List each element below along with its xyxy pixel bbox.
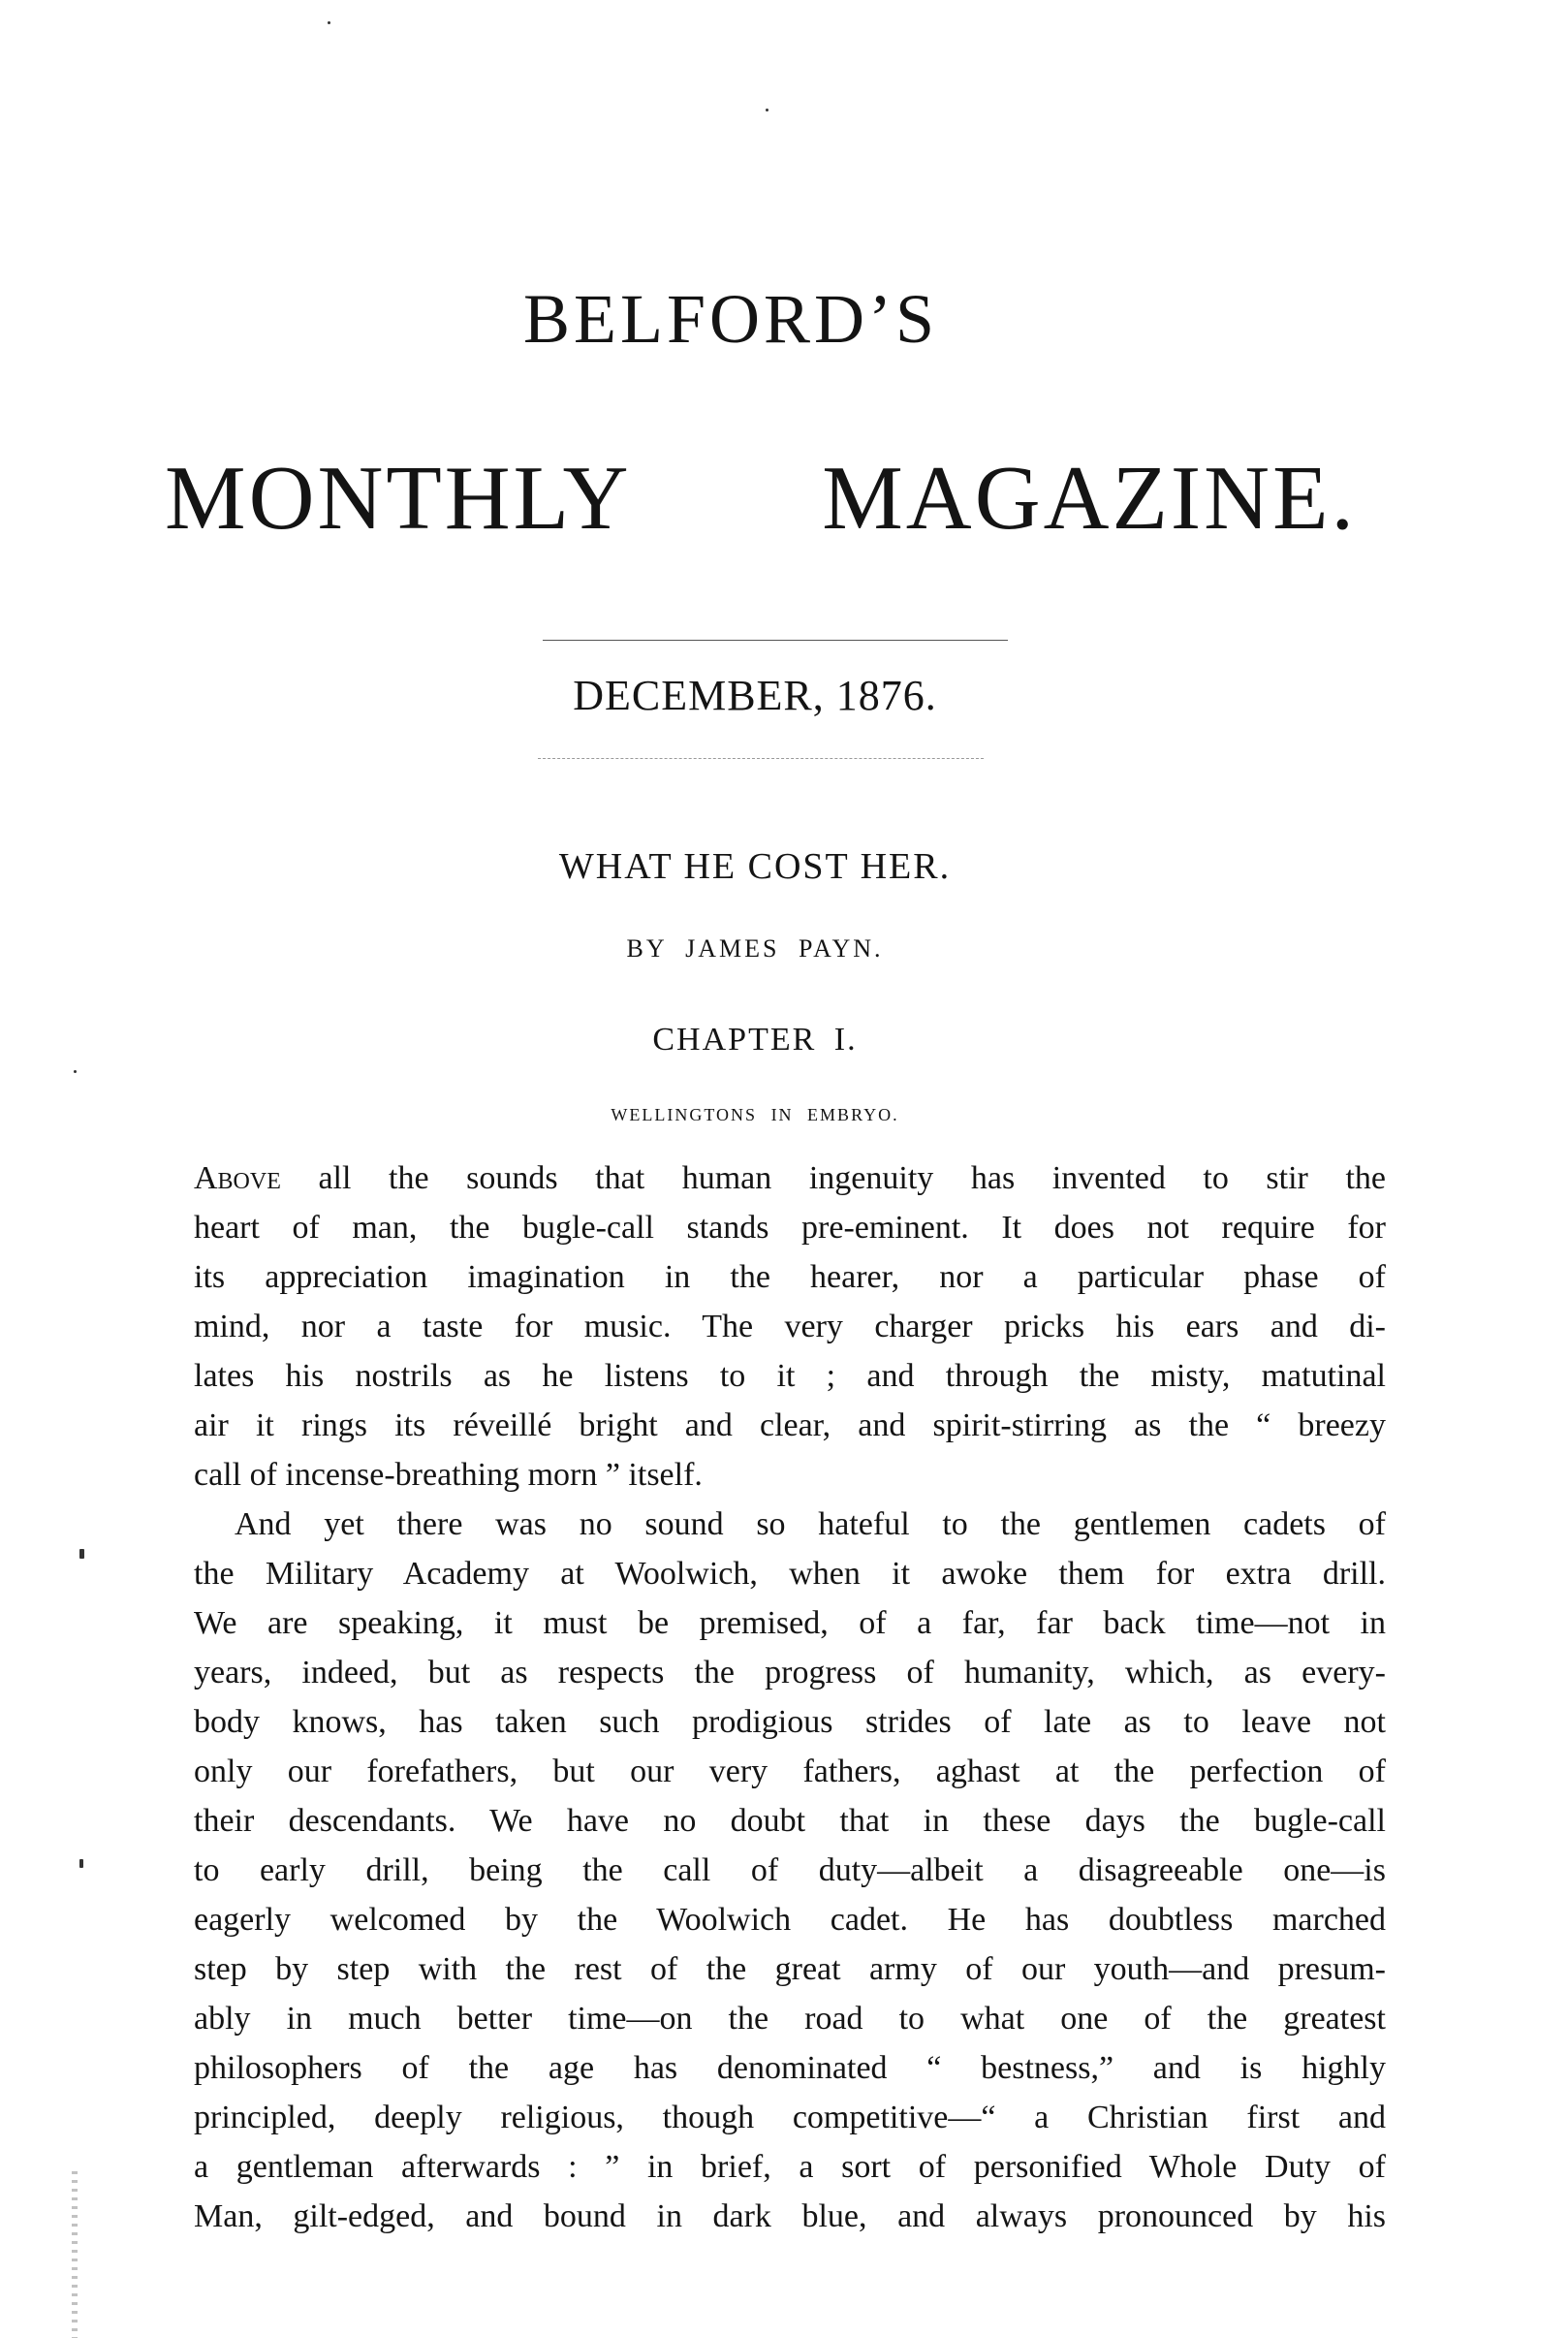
text-line: only our forefathers, but our very fathers, aghast at the perfection of: [194, 1754, 1386, 1789]
print-speck: [79, 1859, 83, 1868]
print-speck: [74, 1070, 77, 1073]
rule-above-date: [543, 640, 1008, 641]
text-line: step by step with the rest of the great army of our youth—and presum-: [194, 1951, 1386, 1987]
text-line: mind, nor a taste for music. The very charger pricks his ears and di-: [194, 1309, 1386, 1344]
text-line: a gentleman afterwards : ” in brief, a sort of personified Whole Duty of: [194, 2149, 1386, 2185]
masthead-subtitle: MONTHLY MAGAZINE.: [165, 448, 1357, 549]
page-edge-shadow: [72, 2171, 78, 2338]
text-line: We are speaking, it must be premised, of a far, far back time—not in: [194, 1605, 1386, 1641]
rule-below-date: [538, 758, 984, 759]
text-line: its appreciation imagination in the hearer, nor a particular phase of: [194, 1259, 1386, 1295]
text-line: And yet there was no sound so hateful to the gentlemen cadets of: [235, 1506, 1386, 1542]
text-line: Man, gilt-edged, and bound in dark blue, and always pronounced by his: [194, 2198, 1386, 2234]
text-line: years, indeed, but as respects the progress of humanity, which, as every-: [194, 1655, 1386, 1690]
print-speck: [328, 21, 330, 24]
dropcap-word: Above: [194, 1160, 281, 1196]
text-line: ably in much better time—on the road to what one of the greatest: [194, 2001, 1386, 2037]
text-line: philosophers of the age has denominated “ bestness,” and is highly: [194, 2050, 1386, 2086]
print-speck: [766, 109, 768, 111]
article-byline: BY JAMES PAYN.: [626, 934, 884, 963]
article-body: [194, 1153, 1386, 2241]
text-line: body knows, has taken such prodigious strides of late as to leave not: [194, 1704, 1386, 1740]
article-title: WHAT HE COST HER.: [558, 846, 952, 887]
text-line: principled, deeply religious, though competitive—“ a Christian first and: [194, 2100, 1386, 2135]
text-line: the Military Academy at Woolwich, when it awoke them for extra drill.: [194, 1556, 1386, 1592]
text-line: lates his nostrils as he listens to it ; and through the misty, matutinal: [194, 1358, 1386, 1394]
text-line: to early drill, being the call of duty—albeit a disagreeable one—is: [194, 1852, 1386, 1888]
masthead-title: BELFORD’S: [522, 280, 939, 358]
text-line: their descendants. We have no doubt that in these days the bugle-call: [194, 1803, 1386, 1839]
text-line: eagerly welcomed by the Woolwich cadet. He has doubtless marched: [194, 1902, 1386, 1938]
issue-date: DECEMBER, 1876.: [573, 672, 937, 719]
text-line: call of incense-breathing morn ” itself.: [194, 1457, 703, 1493]
text-line: Above all the sounds that human ingenuity has invented to stir the: [194, 1160, 1386, 1196]
chapter-title: WELLINGTONS IN EMBRYO.: [611, 1105, 899, 1124]
text-line: heart of man, the bugle-call stands pre-eminent. It does not require for: [194, 1210, 1386, 1246]
text-line: air it rings its réveillé bright and clear, and spirit-stirring as the “ breezy: [194, 1407, 1386, 1443]
print-speck: [79, 1549, 84, 1559]
chapter-heading: CHAPTER I.: [652, 1022, 858, 1058]
